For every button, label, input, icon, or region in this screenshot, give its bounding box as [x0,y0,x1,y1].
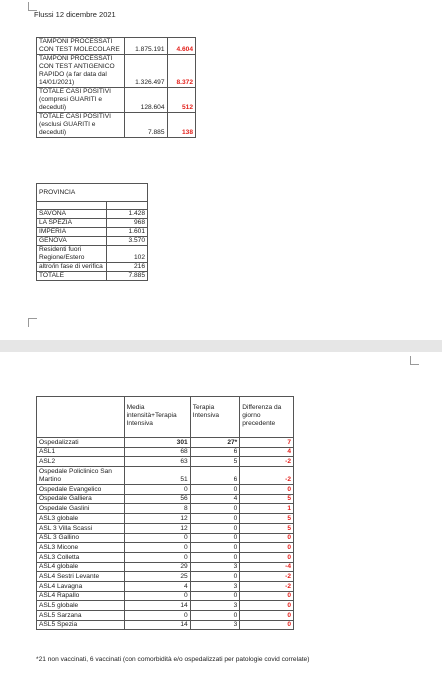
column-header [37,397,125,438]
media-intensita-value: 0 [124,611,190,621]
media-intensita-value: 63 [124,457,190,467]
facility-name: ASL4 Rapallo [37,591,125,601]
facility-name: ASL4 Lavagna [37,581,125,591]
terapia-intensiva-value: 6 [190,447,240,457]
province-value: 1.428 [107,210,148,219]
difference-value: 4 [240,447,294,457]
difference-value: -2 [240,572,294,582]
table-row [37,620,294,630]
table-row [37,552,294,562]
difference-value: 0 [240,533,294,543]
province-value: 3.570 [107,237,148,246]
terapia-intensiva-value: 27* [190,438,240,448]
table-row [37,246,148,263]
difference-value: 1 [240,504,294,514]
terapia-intensiva-value: 3 [190,620,240,630]
facility-name: ASL5 globale [37,601,125,611]
media-intensita-value: 29 [124,562,190,572]
table-row [37,237,148,246]
row-delta: 138 [167,113,195,138]
province-value: 7.885 [107,272,148,281]
difference-value: 0 [240,620,294,630]
table-row [37,611,294,621]
difference-value: 5 [240,514,294,524]
row-delta: 8.372 [167,55,195,88]
summary-table [36,37,196,138]
table-row [37,543,294,553]
terapia-intensiva-value: 3 [190,562,240,572]
terapia-intensiva-value: 0 [190,504,240,514]
terapia-intensiva-value: 5 [190,457,240,467]
row-label: TOTALE CASI POSITIVI (esclusi GUARITI e deceduti) [37,113,125,138]
hospitalization-table [36,396,294,630]
facility-name: ASL2 [37,457,125,467]
media-intensita-value: 12 [124,514,190,524]
table-row [37,572,294,582]
difference-value: 0 [240,552,294,562]
facility-name: Ospedale Policlinico San Martino [37,467,125,485]
row-label: TAMPONI PROCESSATI CON TEST ANTIGENICO RAPIDO (a far data dal 14/01/2021) [37,55,125,88]
media-intensita-value: 25 [124,572,190,582]
facility-name: ASL4 globale [37,562,125,572]
facility-name: ASL5 Sarzana [37,611,125,621]
row-delta: 512 [167,88,195,113]
media-intensita-value: 0 [124,591,190,601]
media-intensita-value: 14 [124,601,190,611]
media-intensita-value: 4 [124,581,190,591]
province-value: 102 [107,246,148,263]
province-name: altro/in fase di verifica [37,263,107,272]
table-row [37,272,148,281]
table-row [37,438,294,448]
table-row [37,55,196,88]
terapia-intensiva-value: 0 [190,552,240,562]
table-row [37,467,294,485]
table-row [37,494,294,504]
facility-name: ASL4 Sestri Levante [37,572,125,582]
table-row [37,447,294,457]
media-intensita-value: 0 [124,485,190,495]
footnote: *21 non vaccinati, 6 vaccinati (con comorbidità e/o ospedalizzati per patologie covid correlate) [36,656,310,663]
terapia-intensiva-value: 0 [190,514,240,524]
terapia-intensiva-value: 0 [190,611,240,621]
table-row [37,228,148,237]
facility-name: ASL5 Spezia [37,620,125,630]
province-value: 968 [107,219,148,228]
row-label: TOTALE CASI POSITIVI (compresi GUARITI e deceduti) [37,88,125,113]
table-row [37,562,294,572]
page-corner-mark [410,356,419,365]
difference-value: 0 [240,485,294,495]
row-delta: 4.604 [167,38,195,55]
row-total: 1.875.191 [125,38,167,55]
terapia-intensiva-value: 0 [190,572,240,582]
table-row [37,523,294,533]
media-intensita-value: 68 [124,447,190,457]
facility-name: ASL 3 Villa Scassi [37,523,125,533]
table-row [37,113,196,138]
table-row [37,88,196,113]
terapia-intensiva-value: 0 [190,523,240,533]
facility-name: ASL3 Colletta [37,552,125,562]
difference-value: 0 [240,601,294,611]
difference-value: 0 [240,611,294,621]
media-intensita-value: 51 [124,467,190,485]
province-value: 216 [107,263,148,272]
column-header: Media intensità+Terapia Intensiva [124,397,190,438]
media-intensita-value: 14 [124,620,190,630]
difference-value: -2 [240,581,294,591]
difference-value: 5 [240,494,294,504]
media-intensita-value: 0 [124,543,190,553]
facility-name: Ospedale Galliera [37,494,125,504]
table-row [37,504,294,514]
provincia-table [36,183,148,281]
table-row [37,533,294,543]
province-name: LA SPEZIA [37,219,107,228]
media-intensita-value: 12 [124,523,190,533]
column-header: Differenza da giorno precedente [240,397,294,438]
difference-value: -2 [240,457,294,467]
facility-name: Ospedale Gaslini [37,504,125,514]
table-row [37,38,196,55]
table-row [37,219,148,228]
facility-name: Ospedalizzati [37,438,125,448]
difference-value: 0 [240,591,294,601]
row-total: 7.885 [125,113,167,138]
difference-value: 7 [240,438,294,448]
table-row [37,263,148,272]
province-value: 1.601 [107,228,148,237]
row-label: TAMPONI PROCESSATI CON TEST MOLECOLARE [37,38,125,55]
difference-value: 0 [240,543,294,553]
table-row [37,485,294,495]
page-gap [0,340,442,352]
row-total: 128.604 [125,88,167,113]
facility-name: ASL1 [37,447,125,457]
media-intensita-value: 8 [124,504,190,514]
terapia-intensiva-value: 3 [190,581,240,591]
page-corner-mark [28,318,37,327]
media-intensita-value: 301 [124,438,190,448]
facility-name: Ospedale Evangelico [37,485,125,495]
media-intensita-value: 56 [124,494,190,504]
table-row [37,601,294,611]
facility-name: ASL3 globale [37,514,125,524]
terapia-intensiva-value: 0 [190,543,240,553]
media-intensita-value: 0 [124,552,190,562]
difference-value: -4 [240,562,294,572]
province-name: GENOVA [37,237,107,246]
difference-value: -2 [240,467,294,485]
facility-name: ASL 3 Gallino [37,533,125,543]
document-title: Flussi 12 dicembre 2021 [34,10,116,19]
province-name: IMPERIA [37,228,107,237]
terapia-intensiva-value: 0 [190,485,240,495]
province-name: SAVONA [37,210,107,219]
table-row [37,581,294,591]
province-name: TOTALE [37,272,107,281]
table-header-row [37,397,294,438]
terapia-intensiva-value: 0 [190,591,240,601]
table-header-row [37,184,148,202]
media-intensita-value: 0 [124,533,190,543]
difference-value: 5 [240,523,294,533]
spacer-row [37,202,148,210]
table-row [37,457,294,467]
terapia-intensiva-value: 0 [190,533,240,543]
table-row [37,210,148,219]
province-name: Residenti fuori Regione/Estero [37,246,107,263]
terapia-intensiva-value: 6 [190,467,240,485]
row-total: 1.326.497 [125,55,167,88]
column-header: Terapia Intensiva [190,397,240,438]
table-row [37,514,294,524]
terapia-intensiva-value: 4 [190,494,240,504]
terapia-intensiva-value: 3 [190,601,240,611]
provincia-header: PROVINCIA [37,184,148,202]
facility-name: ASL3 Micone [37,543,125,553]
table-row [37,591,294,601]
